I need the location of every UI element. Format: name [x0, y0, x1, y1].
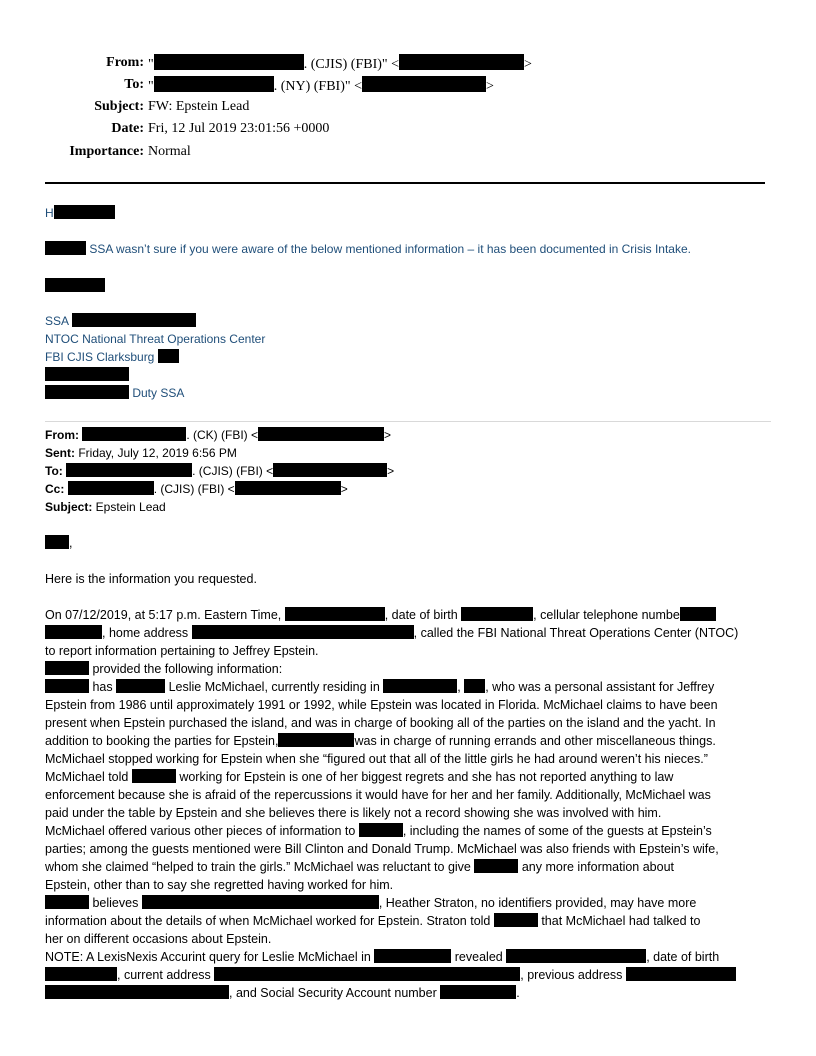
body-line: McMichael stopped working for Epstein when she “figured out that all of the little girls he had around weren’t his nieces.” — [45, 752, 708, 766]
redaction — [45, 535, 69, 549]
redaction — [116, 679, 165, 693]
redaction — [45, 895, 89, 909]
to-value: " . (NY) (FBI)" < > — [148, 76, 494, 96]
reply-message: SSA wasn’t sure if you were aware of the below mentioned information – it has been documented in Crisis Intake. — [45, 240, 691, 258]
body-salutation: , — [45, 534, 72, 552]
fwd-subject-row: Subject: Epstein Lead — [45, 500, 166, 514]
from-label: From: — [106, 55, 144, 70]
fwd-from-row: From: . (CK) (FBI) < > — [45, 428, 392, 442]
body-line: whom she claimed “helped to train the girls.” McMichael was reluctant to give any more information about — [45, 860, 674, 874]
date-label: Date: — [111, 121, 144, 136]
redaction — [72, 313, 196, 327]
redaction — [154, 54, 304, 70]
redaction — [45, 625, 102, 639]
reply-greeting: H — [45, 204, 115, 222]
redaction — [474, 859, 518, 873]
redaction — [132, 769, 176, 783]
fwd-cc-row: Cc: . (CJIS) (FBI) < > — [45, 482, 348, 496]
body-line: McMichael offered various other pieces of information to , including the names of some of the guests at Epstein’s — [45, 824, 712, 838]
body-line: Epstein from 1986 until approximately 1991 or 1992, while Epstein was located in Florida. McMichael claims to have been — [45, 698, 718, 712]
redaction — [45, 367, 129, 381]
body-line: believes , Heather Straton, no identifiers provided, may have more — [45, 894, 696, 912]
header-subject-row — [0, 98, 816, 118]
header-divider — [45, 182, 765, 184]
body-line: parties; among the guests mentioned were Bill Clinton and Donald Trump. McMichael was also friends with Epstein’s wife, — [45, 842, 719, 856]
body-line: NOTE: A LexisNexis Accurint query for Leslie McMichael in revealed , date of birth — [45, 950, 720, 964]
signature-redacted-line — [45, 366, 129, 384]
subject-label: Subject: — [94, 99, 144, 114]
importance-value: Normal — [148, 144, 191, 159]
redaction — [680, 607, 716, 621]
body-line: Epstein, other than to say she regretted having worked for him. — [45, 878, 394, 892]
body-line: information about the details of when McMichael worked for Epstein. Straton told that McMichael had talked to — [45, 914, 701, 928]
redaction — [278, 733, 354, 747]
header-importance-row — [0, 143, 816, 163]
body-line: paid under the table by Epstein and she believes there is likely not a record showing she was involved with him. — [45, 806, 662, 820]
redaction — [54, 205, 115, 219]
redaction — [45, 985, 229, 999]
redaction — [68, 481, 154, 495]
redaction — [362, 76, 486, 92]
body-line: her on different occasions about Epstein. — [45, 932, 272, 946]
redaction — [192, 625, 414, 639]
body-line: , and Social Security Account number . — [45, 984, 520, 1002]
subject-value: FW: Epstein Lead — [148, 99, 250, 114]
reply-sender-name — [45, 277, 105, 295]
signature-duty: Duty SSA — [45, 384, 184, 402]
redaction — [440, 985, 516, 999]
body-line: enforcement because she is afraid of the repercussions it would have for her and her family. Additionally, McMichael was — [45, 788, 711, 802]
header-to-row — [0, 76, 816, 96]
signature-ssa: SSA — [45, 312, 196, 330]
redaction — [374, 949, 451, 963]
body-line: addition to booking the parties for Epstein, was in charge of running errands and other miscellaneous things. — [45, 734, 716, 748]
redaction — [45, 661, 89, 675]
body-line: provided the following information: — [45, 660, 282, 678]
redaction — [464, 679, 485, 693]
redaction — [142, 895, 379, 909]
header-from-row — [0, 54, 816, 74]
to-label: To: — [124, 77, 144, 92]
forward-divider — [45, 421, 771, 422]
importance-label: Importance: — [69, 144, 144, 159]
redaction — [45, 278, 105, 292]
redaction — [494, 913, 538, 927]
signature-location: FBI CJIS Clarksburg — [45, 348, 179, 366]
redaction — [383, 679, 457, 693]
header-date-row — [0, 120, 816, 140]
fwd-sent-row: Sent: Friday, July 12, 2019 6:56 PM — [45, 446, 237, 460]
redaction — [66, 463, 192, 477]
redaction — [285, 607, 385, 621]
redaction — [506, 949, 646, 963]
redaction — [82, 427, 186, 441]
redaction — [258, 427, 384, 441]
redaction — [461, 607, 533, 621]
redaction — [399, 54, 524, 70]
redaction — [158, 349, 179, 363]
redaction — [45, 967, 117, 981]
redaction — [235, 481, 341, 495]
body-line: On 07/12/2019, at 5:17 p.m. Eastern Time, , date of birth , cellular telephone numbe — [45, 606, 716, 624]
body-line: has Leslie McMichael, currently residing in , , who was a personal assistant for Jeffrey — [45, 678, 714, 696]
body-line: present when Epstein purchased the island, and was in charge of booking all of the parties on the island and the yacht. In — [45, 716, 716, 730]
redaction — [626, 967, 736, 981]
redaction — [359, 823, 403, 837]
date-value: Fri, 12 Jul 2019 23:01:56 +0000 — [148, 121, 330, 136]
body-line: , home address , called the FBI National Threat Operations Center (NTOC) — [45, 624, 738, 642]
body-line: , current address , previous address — [45, 966, 736, 984]
body-line: to report information pertaining to Jeffrey Epstein. — [45, 644, 319, 658]
signature-org: NTOC National Threat Operations Center — [45, 332, 266, 346]
redaction — [273, 463, 387, 477]
redaction — [45, 385, 129, 399]
redaction — [45, 679, 89, 693]
body-line: McMichael told working for Epstein is one of her biggest regrets and she has not reported anything to law — [45, 770, 674, 784]
redaction — [214, 967, 520, 981]
fwd-to-row: To: . (CJIS) (FBI) < > — [45, 464, 395, 478]
from-value: " . (CJIS) (FBI)" < > — [148, 54, 532, 74]
redaction — [45, 241, 86, 255]
body-intro: Here is the information you requested. — [45, 572, 257, 586]
redaction — [154, 76, 274, 92]
